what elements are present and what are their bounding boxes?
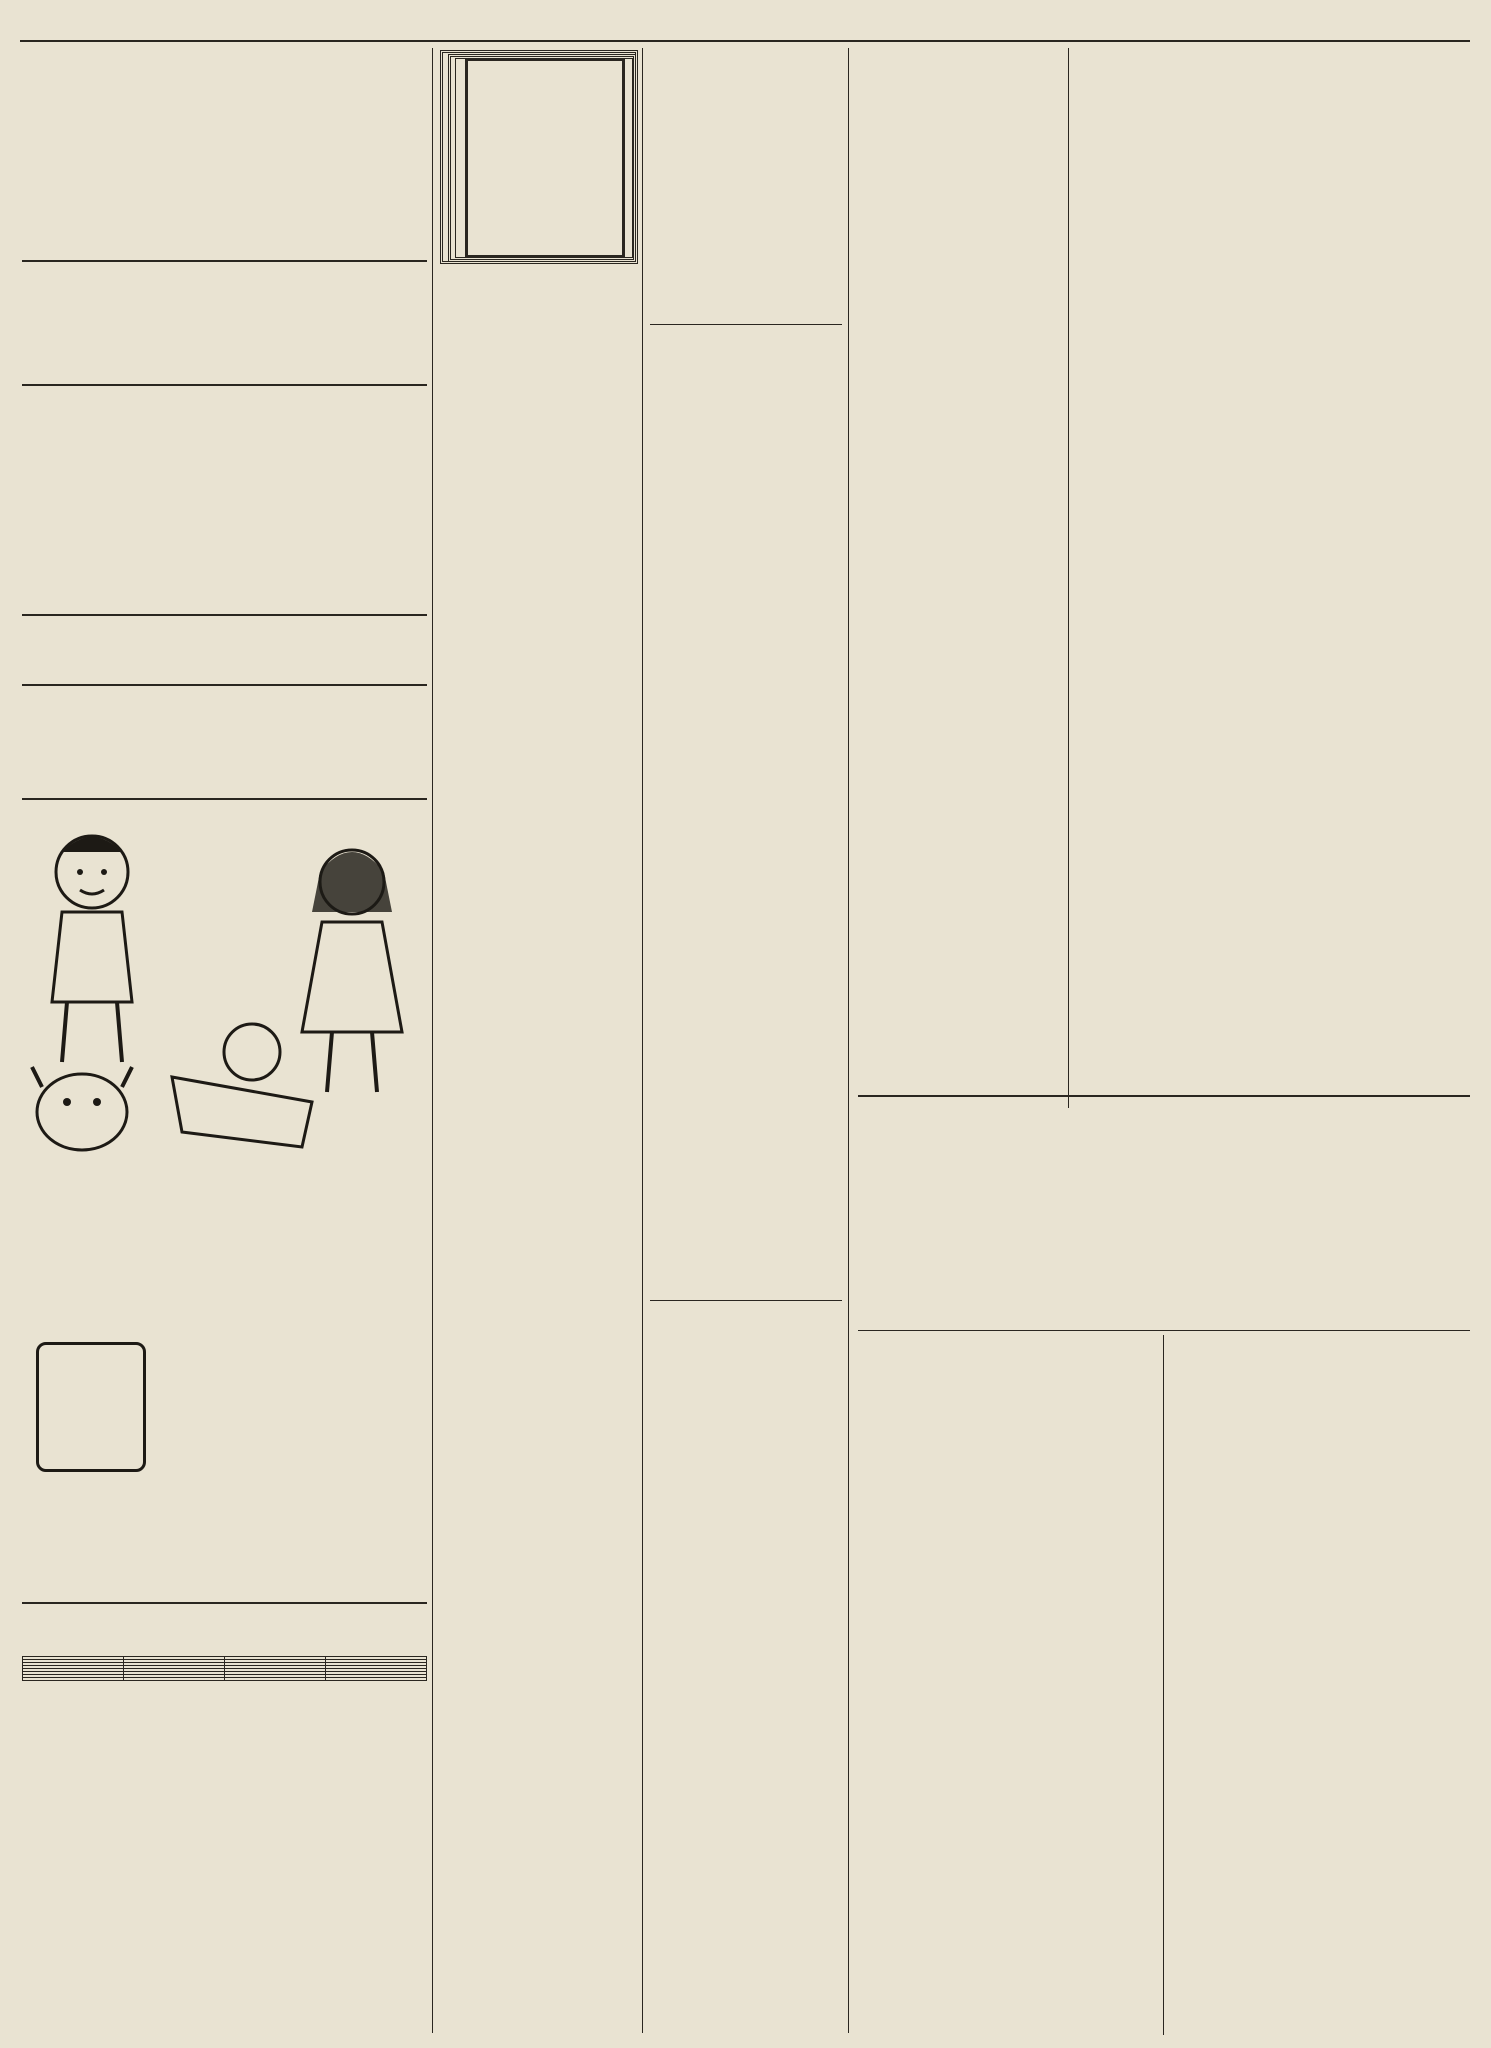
shows-rule [650, 324, 842, 325]
table-row [23, 1678, 427, 1681]
medical-duty-body [650, 1636, 842, 1856]
masthead [20, 10, 1470, 36]
news-indonesia-body [858, 1388, 1158, 1528]
photo-caption-rule [858, 1095, 1470, 1097]
pharmacy-rule [650, 1300, 842, 1301]
ad-rule-1 [22, 260, 427, 262]
weather-table-wrap [22, 1656, 427, 1681]
klim-ad [22, 802, 427, 1720]
theatre-ad-container [440, 50, 638, 264]
news-split-rule [1163, 1335, 1164, 2035]
article-body-right [1165, 292, 1470, 1082]
column-rule-3 [642, 48, 643, 2033]
masthead-rule [20, 40, 1470, 42]
column-rule-2 [848, 48, 849, 2033]
weather-cell [326, 1678, 427, 1681]
ad-rule-2 [22, 384, 427, 386]
pharmacy-body [650, 1328, 842, 1608]
theatre-ad-text [444, 56, 634, 60]
news-rule [858, 1330, 1470, 1331]
center-column [436, 48, 642, 2038]
article-intro [858, 48, 1470, 140]
weather-cell [225, 1678, 326, 1681]
photo-caption-body [858, 1172, 1470, 1322]
news-bulgaria-body [858, 1570, 1158, 2030]
ad-rule-5 [22, 798, 427, 800]
column-rule-4 [432, 48, 433, 2033]
ad-rule-4 [22, 684, 427, 686]
news-philippines-body [1170, 1388, 1470, 1538]
weather-cell [23, 1678, 124, 1681]
article-body-left [858, 292, 1156, 1082]
cinema-listings [650, 354, 842, 1314]
ad-sukias-body [22, 304, 427, 362]
klim-can [36, 1342, 146, 1472]
news-communist-body [1170, 1570, 1470, 2030]
ad-rule-3 [22, 614, 427, 616]
ad-notice-body [22, 84, 427, 234]
weather-cell [124, 1678, 225, 1681]
klim-illustration [22, 802, 427, 1162]
weather-table [22, 1656, 427, 1681]
weather-rule [22, 1602, 427, 1604]
emergency-phones [650, 1884, 842, 2024]
klim-copy [22, 1180, 427, 1330]
